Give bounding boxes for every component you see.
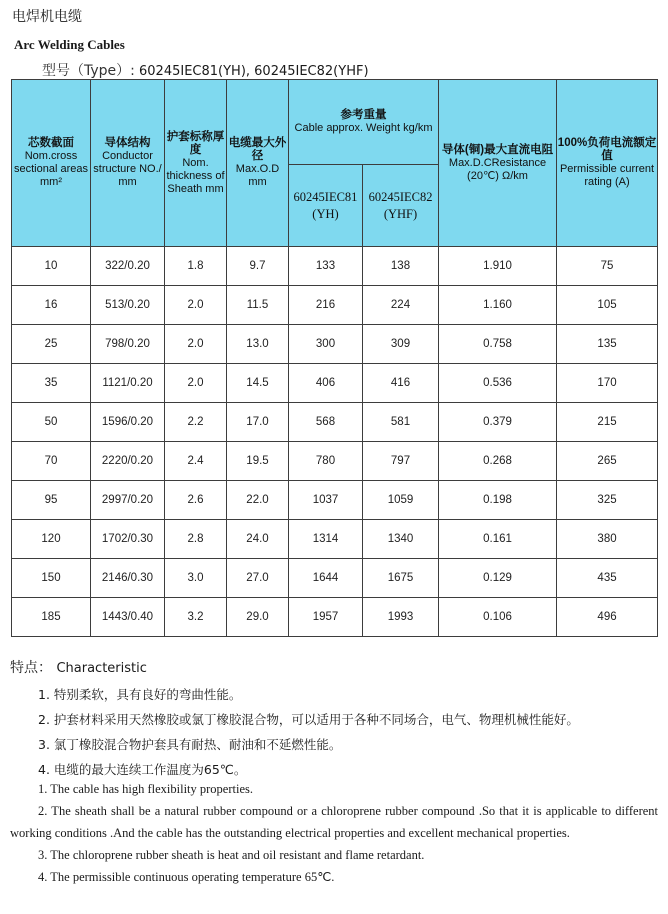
- characteristic-en-item: 2. The sheath shall be a natural rubber compound or a chloroprene rubber compound .So that it is applicable to different working conditions .And the cable has the outstanding electrical properties and excellent mechanical properties.: [10, 804, 658, 840]
- cell-od: 17.0: [227, 403, 289, 442]
- cell-conductor: 2997/0.20: [91, 481, 165, 520]
- characteristic-zh-item: 2. 护套材料采用天然橡胶或氯丁橡胶混合物，可以适用于各种不同场合，电气、物理机械性能好。: [38, 712, 579, 727]
- cell-current: 215: [557, 403, 658, 442]
- header-area: 芯数截面 Nom.cross sectional areas mm²: [12, 80, 91, 247]
- cell-area: 10: [12, 247, 91, 286]
- cell-sheath: 1.8: [165, 247, 227, 286]
- cell-weight-yh: 1037: [289, 481, 363, 520]
- cell-weight-yh: 1644: [289, 559, 363, 598]
- cell-area: 95: [12, 481, 91, 520]
- cell-resistance: 0.161: [439, 520, 557, 559]
- cell-weight-yhf: 309: [363, 325, 439, 364]
- cell-sheath: 3.2: [165, 598, 227, 637]
- type-label: 型号（Type）:: [42, 63, 135, 79]
- cell-od: 19.5: [227, 442, 289, 481]
- cell-weight-yhf: 224: [363, 286, 439, 325]
- cell-area: 25: [12, 325, 91, 364]
- characteristic-en-item: 4. The permissible continuous operating temperature 65℃.: [38, 870, 335, 884]
- characteristic-list-en: [10, 778, 658, 888]
- header-od: 电缆最大外径 Max.O.D mm: [227, 80, 289, 247]
- cell-weight-yhf: 138: [363, 247, 439, 286]
- table-row: [12, 364, 658, 403]
- cell-od: 14.5: [227, 364, 289, 403]
- characteristic-zh-item: 1. 特别柔软，具有良好的弯曲性能。: [38, 687, 242, 702]
- cell-current: 435: [557, 559, 658, 598]
- cell-weight-yh: 216: [289, 286, 363, 325]
- table-row: [12, 247, 658, 286]
- cell-sheath: 2.0: [165, 364, 227, 403]
- cell-weight-yhf: 1675: [363, 559, 439, 598]
- cell-od: 27.0: [227, 559, 289, 598]
- characteristic-heading-zh: 特点：: [10, 660, 52, 676]
- cell-resistance: 0.198: [439, 481, 557, 520]
- cell-od: 22.0: [227, 481, 289, 520]
- cell-weight-yh: 1957: [289, 598, 363, 637]
- cell-resistance: 1.910: [439, 247, 557, 286]
- cell-weight-yh: 300: [289, 325, 363, 364]
- table-row: [12, 286, 658, 325]
- cell-area: 185: [12, 598, 91, 637]
- cell-current: 380: [557, 520, 658, 559]
- spec-table-body: [12, 247, 658, 637]
- cell-resistance: 0.268: [439, 442, 557, 481]
- cell-conductor: 1443/0.40: [91, 598, 165, 637]
- cell-sheath: 2.4: [165, 442, 227, 481]
- table-row: [12, 403, 658, 442]
- cell-area: 50: [12, 403, 91, 442]
- cell-weight-yh: 133: [289, 247, 363, 286]
- cell-sheath: 2.2: [165, 403, 227, 442]
- cell-conductor: 2220/0.20: [91, 442, 165, 481]
- cell-sheath: 2.8: [165, 520, 227, 559]
- characteristic-en-item: 1. The cable has high flexibility properties.: [38, 782, 253, 796]
- characteristic-list-zh: [38, 682, 658, 782]
- cell-conductor: 1702/0.30: [91, 520, 165, 559]
- cell-weight-yhf: 416: [363, 364, 439, 403]
- cell-conductor: 1596/0.20: [91, 403, 165, 442]
- cell-weight-yhf: 1340: [363, 520, 439, 559]
- cell-current: 325: [557, 481, 658, 520]
- cell-conductor: 798/0.20: [91, 325, 165, 364]
- cell-od: 13.0: [227, 325, 289, 364]
- table-row: [12, 559, 658, 598]
- cell-od: 11.5: [227, 286, 289, 325]
- page-title-zh: 电焊机电缆: [12, 9, 82, 25]
- table-row: [12, 598, 658, 637]
- cell-weight-yh: 780: [289, 442, 363, 481]
- characteristic-heading-en: Characteristic: [56, 661, 147, 676]
- cell-resistance: 0.758: [439, 325, 557, 364]
- cell-current: 105: [557, 286, 658, 325]
- header-sheath: 护套标称厚度 Nom. thickness of Sheath mm: [165, 80, 227, 247]
- header-weight: 参考重量 Cable approx. Weight kg/km: [289, 80, 439, 165]
- cell-conductor: 322/0.20: [91, 247, 165, 286]
- cell-current: 170: [557, 364, 658, 403]
- header-current: 100%负荷电流额定值 Permissible current rating (A): [557, 80, 658, 247]
- cell-weight-yh: 406: [289, 364, 363, 403]
- cell-current: 496: [557, 598, 658, 637]
- cell-sheath: 3.0: [165, 559, 227, 598]
- characteristic-heading: [10, 657, 147, 677]
- header-resistance: 导体(铜)最大直流电阻 Max.D.CResistance (20℃) Ω/km: [439, 80, 557, 247]
- cell-conductor: 1121/0.20: [91, 364, 165, 403]
- spec-table: [11, 79, 658, 637]
- type-value: 60245IEC81(YH), 60245IEC82(YHF): [134, 64, 369, 79]
- table-row: [12, 520, 658, 559]
- cell-resistance: 0.536: [439, 364, 557, 403]
- cell-weight-yhf: 581: [363, 403, 439, 442]
- cell-area: 70: [12, 442, 91, 481]
- type-line: [42, 60, 369, 80]
- cell-weight-yhf: 1993: [363, 598, 439, 637]
- cell-area: 120: [12, 520, 91, 559]
- cell-sheath: 2.0: [165, 325, 227, 364]
- cell-sheath: 2.6: [165, 481, 227, 520]
- cell-current: 75: [557, 247, 658, 286]
- table-row: [12, 481, 658, 520]
- table-row: [12, 442, 658, 481]
- cell-conductor: 2146/0.30: [91, 559, 165, 598]
- characteristic-zh-item: 4. 电缆的最大连续工作温度为65℃。: [38, 762, 247, 777]
- cell-area: 150: [12, 559, 91, 598]
- cell-weight-yhf: 1059: [363, 481, 439, 520]
- characteristic-en-item: 3. The chloroprene rubber sheath is heat and oil resistant and flame retardant.: [38, 848, 425, 862]
- cell-resistance: 0.106: [439, 598, 557, 637]
- cell-area: 35: [12, 364, 91, 403]
- cell-resistance: 1.160: [439, 286, 557, 325]
- header-weight-yhf: 60245IEC82 (YHF): [363, 165, 439, 247]
- cell-resistance: 0.379: [439, 403, 557, 442]
- cell-weight-yh: 1314: [289, 520, 363, 559]
- header-conductor: 导体结构 Conductor structure NO./ mm: [91, 80, 165, 247]
- cell-od: 9.7: [227, 247, 289, 286]
- cell-od: 24.0: [227, 520, 289, 559]
- cell-sheath: 2.0: [165, 286, 227, 325]
- page-title-en: Arc Welding Cables: [14, 37, 125, 52]
- cell-weight-yh: 568: [289, 403, 363, 442]
- table-row: [12, 325, 658, 364]
- cell-area: 16: [12, 286, 91, 325]
- cell-conductor: 513/0.20: [91, 286, 165, 325]
- cell-resistance: 0.129: [439, 559, 557, 598]
- header-weight-yh: 60245IEC81 (YH): [289, 165, 363, 247]
- cell-current: 135: [557, 325, 658, 364]
- cell-od: 29.0: [227, 598, 289, 637]
- cell-current: 265: [557, 442, 658, 481]
- characteristic-zh-item: 3. 氯丁橡胶混合物护套具有耐热、耐油和不延燃性能。: [38, 737, 342, 752]
- cell-weight-yhf: 797: [363, 442, 439, 481]
